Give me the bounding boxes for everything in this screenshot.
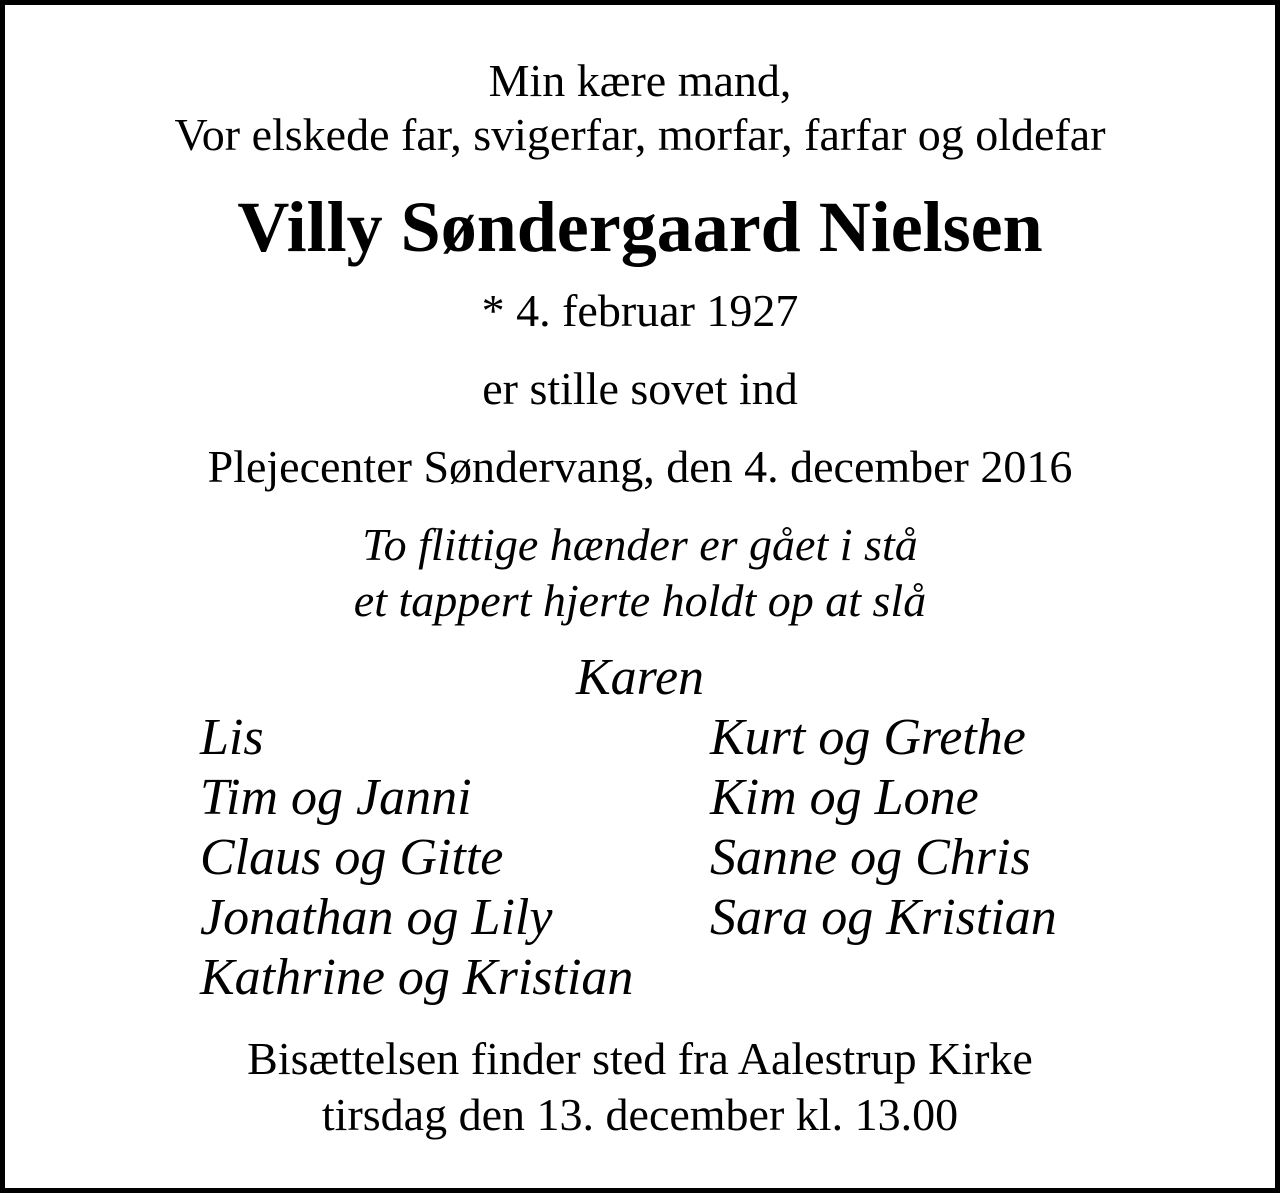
service-line-2: tirsdag den 13. december kl. 13.00 [321, 1089, 959, 1140]
passed-text: er stille sovet ind [482, 363, 798, 414]
intro-line-1: Min kære mand, [488, 55, 792, 106]
family-name: Tim og Janni [200, 769, 472, 826]
family-name: Kathrine og Kristian [200, 949, 634, 1006]
spouse-name: Karen [575, 649, 705, 706]
family-name: Sara og Kristian [710, 889, 1057, 946]
deceased-name: Villy Søndergaard Nielsen [237, 187, 1043, 267]
verse-line-1: To flittige hænder er gået i stå [362, 519, 918, 570]
place-and-date: Plejecenter Søndervang, den 4. december 2016 [207, 441, 1073, 492]
family-name: Claus og Gitte [200, 829, 504, 886]
intro-line-2: Vor elskede far, svigerfar, morfar, farfar og oldefar [174, 109, 1106, 160]
family-name: Kim og Lone [710, 769, 979, 826]
family-name: Sanne og Chris [710, 829, 1031, 886]
family-name: Lis [200, 709, 264, 766]
family-name: Kurt og Grethe [710, 709, 1026, 766]
birth-date: * 4. februar 1927 [481, 285, 799, 336]
verse-line-2: et tappert hjerte holdt op at slå [353, 575, 927, 626]
family-list-left [200, 709, 634, 1012]
service-line-1: Bisættelsen finder sted fra Aalestrup Kirke [247, 1033, 1033, 1084]
family-name: Jonathan og Lily [200, 889, 553, 946]
family-list-right [710, 709, 1057, 952]
